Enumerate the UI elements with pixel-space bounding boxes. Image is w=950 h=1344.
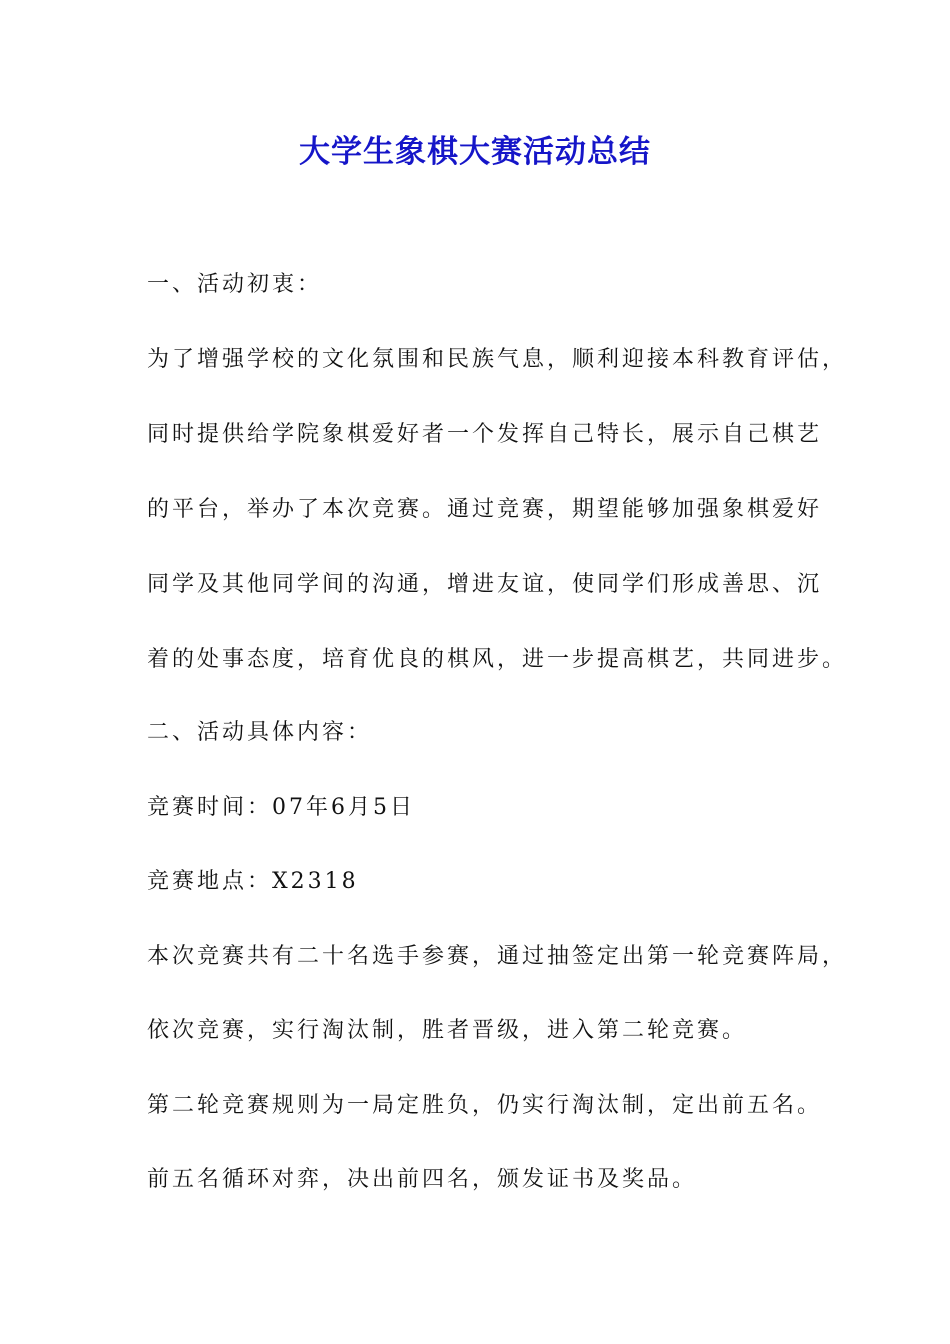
paragraph-line: 同时提供给学院象棋爱好者一个发挥自己特长，展示自己棋艺 [147,422,823,447]
paragraph-line: 本次竞赛共有二十名选手参赛，通过抽签定出第一轮竞赛阵局， [147,944,848,969]
section-heading-content: 二、活动具体内容： [147,720,373,745]
competition-time: 竞赛时间：07年6月5日 [147,795,415,820]
paragraph-line: 第二轮竞赛规则为一局定胜负，仍实行淘汰制，定出前五名。 [147,1093,823,1118]
paragraph-line: 同学及其他同学间的沟通，增进友谊，使同学们形成善思、沉 [147,572,823,597]
paragraph-line: 依次竞赛，实行淘汰制，胜者晋级，进入第二轮竞赛。 [147,1018,748,1043]
paragraph-line: 的平台，举办了本次竞赛。通过竞赛，期望能够加强象棋爱好 [147,497,823,522]
paragraph-line: 着的处事态度，培育优良的棋风，进一步提高棋艺，共同进步。 [147,647,848,672]
section-heading-purpose: 一、活动初衷： [147,272,323,297]
document-title: 大学生象棋大赛活动总结 [299,134,651,170]
paragraph-line: 为了增强学校的文化氛围和民族气息，顺利迎接本科教育评估， [147,347,848,372]
paragraph-line: 前五名循环对弈，决出前四名，颁发证书及奖品。 [147,1167,698,1192]
competition-location: 竞赛地点：X2318 [147,869,359,894]
